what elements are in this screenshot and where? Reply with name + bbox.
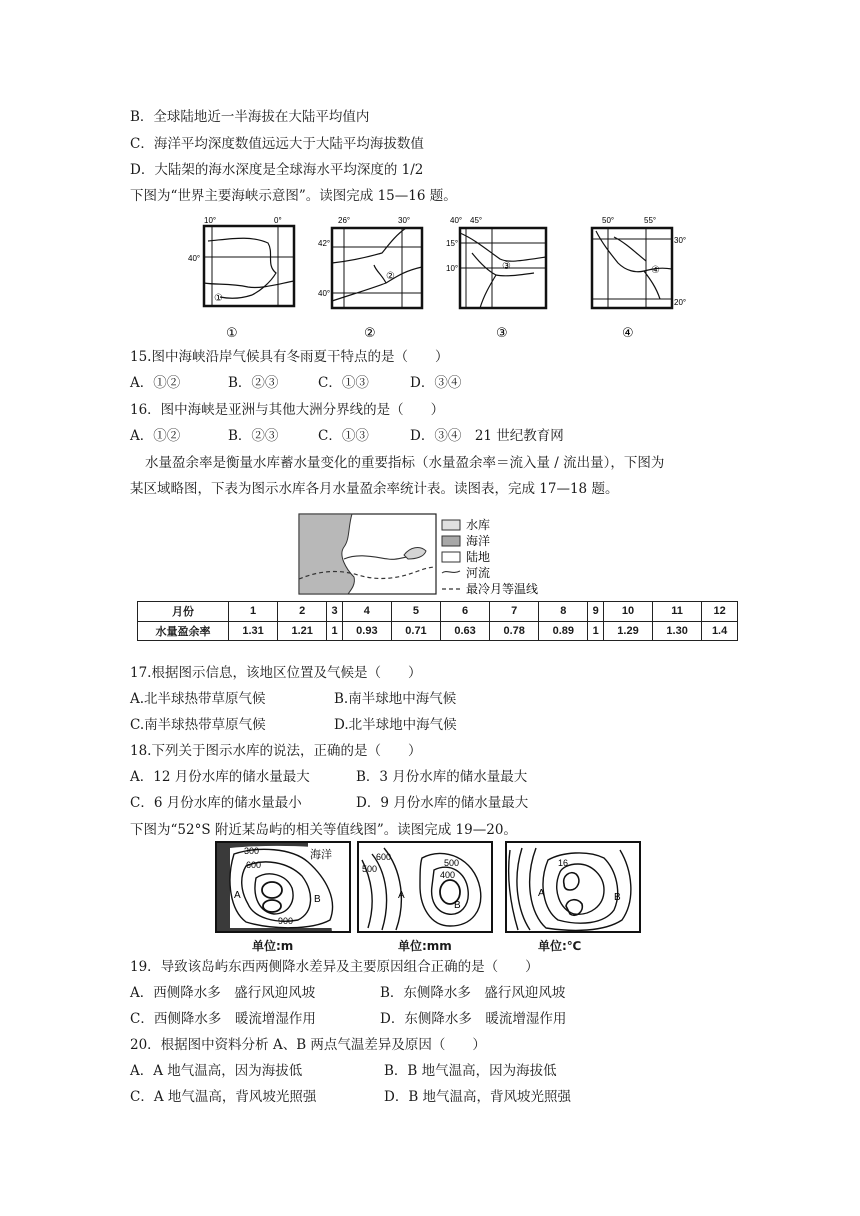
q20-option[interactable]: B．B 地气温高，因为海拔低 xyxy=(384,1063,557,1079)
legend-ocean: 海洋 xyxy=(466,534,491,548)
rate-cell: 1.31 xyxy=(229,621,278,641)
option-line: C．海洋平均深度数值远远大于大陆平均海拔数值 xyxy=(130,136,424,152)
question-15-stem: 15.图中海峡沿岸气候具有冬雨夏干特点的是（ ） xyxy=(130,349,449,365)
contour-label: 600 xyxy=(246,860,262,870)
q18-option[interactable]: C．6 月份水库的储水量最小 xyxy=(130,795,302,811)
unit-label-temp: 单位:℃ xyxy=(538,939,582,953)
rate-cell: 0.93 xyxy=(342,621,391,641)
temperature-map xyxy=(506,842,640,932)
strait-maps-figure xyxy=(190,213,710,343)
lon-label: 0° xyxy=(274,216,282,225)
point-a-label: A xyxy=(398,890,405,901)
month-cell: 6 xyxy=(441,602,490,622)
elevation-map xyxy=(216,842,350,932)
lat-label: 40° xyxy=(188,254,201,263)
strait-marker: ② xyxy=(386,271,395,282)
legend-reservoir: 水库 xyxy=(466,518,491,532)
q16-option[interactable]: C．①③ xyxy=(318,428,369,444)
q19-option[interactable]: C．西侧降水多 暖流增湿作用 xyxy=(130,1011,316,1027)
intro-17-18-line: 某区域略图，下表为图示水库各月水量盈余率统计表。读图表，完成 17—18 题。 xyxy=(130,481,619,497)
unit-label-precip: 单位:mm xyxy=(398,939,452,953)
month-cell: 7 xyxy=(490,602,539,622)
map-caption: ④ xyxy=(622,325,634,340)
table-row xyxy=(138,621,738,641)
q19-option[interactable]: D．东侧降水多 暖流增湿作用 xyxy=(380,1011,567,1027)
reservoir-area-map xyxy=(298,513,598,597)
lat-label: 15° xyxy=(446,239,459,248)
precipitation-map xyxy=(358,842,492,932)
month-cell: 9 xyxy=(588,602,604,622)
lat-label: 20° xyxy=(674,298,687,307)
month-cell: 2 xyxy=(278,602,327,622)
lat-label: 10° xyxy=(446,264,459,273)
rate-cell: 0.78 xyxy=(490,621,539,641)
q15-option[interactable]: D．③④ xyxy=(410,375,462,391)
isohyet-label: 500 xyxy=(362,864,378,874)
isohyet-label: 500 xyxy=(444,858,460,868)
strait-map-4 xyxy=(592,216,686,308)
q20-option[interactable]: D．B 地气温高，背风坡光照强 xyxy=(384,1089,572,1105)
intro-17-18-line: 水量盈余率是衡量水库蓄水量变化的重要指标（水量盈余率＝流入量 / 流出量），下图为 xyxy=(145,455,665,471)
rate-cell: 1 xyxy=(588,621,604,641)
question-19-stem: 19．导致该岛屿东西两侧降水差异及主要原因组合正确的是（ ） xyxy=(130,959,539,975)
q20-option[interactable]: A．A 地气温高，因为海拔低 xyxy=(130,1063,303,1079)
island-isoline-maps xyxy=(212,840,644,936)
strait-map-3 xyxy=(446,216,546,308)
lat-label: 42° xyxy=(318,239,331,248)
rate-cell: 1 xyxy=(327,621,343,641)
q15-option[interactable]: B．②③ xyxy=(228,375,279,391)
month-cell: 3 xyxy=(327,602,343,622)
isohyet-label: 400 xyxy=(440,870,456,880)
rate-cell: 0.63 xyxy=(441,621,490,641)
point-b-label: B xyxy=(454,900,461,911)
isohyet-label: 600 xyxy=(376,852,392,862)
rate-cell: 1.21 xyxy=(278,621,327,641)
q18-option[interactable]: D．9 月份水库的储水量最大 xyxy=(356,795,529,811)
lat-label: 30° xyxy=(674,236,687,245)
q17-option[interactable]: B.南半球地中海气候 xyxy=(334,691,457,707)
strait-map-2 xyxy=(318,216,422,308)
month-cell: 10 xyxy=(603,602,652,622)
lon-label: 50° xyxy=(602,216,615,225)
question-17-stem: 17.根据图示信息，该地区位置及气候是（ ） xyxy=(130,665,422,681)
rate-cell: 0.89 xyxy=(539,621,588,641)
legend-isotherm: 最冷月等温线 xyxy=(466,582,539,596)
point-a-label: A xyxy=(538,888,545,899)
q18-option[interactable]: A．12 月份水库的储水量最大 xyxy=(130,769,310,785)
q15-option[interactable]: A．①② xyxy=(130,375,181,391)
rate-cell: 0.71 xyxy=(391,621,440,641)
legend-land: 陆地 xyxy=(466,550,491,564)
q15-option[interactable]: C．①③ xyxy=(318,375,369,391)
lon-label: 40° xyxy=(450,216,463,225)
q19-option[interactable]: B．东侧降水多 盛行风迎风坡 xyxy=(380,985,566,1001)
water-surplus-table xyxy=(137,601,738,641)
map-caption: ② xyxy=(364,325,376,340)
row-label: 水量盈余率 xyxy=(138,621,229,641)
lon-label: 10° xyxy=(204,216,217,225)
strait-marker: ① xyxy=(214,293,223,304)
isotherm-label: 16 xyxy=(558,858,569,868)
q16-option[interactable]: B．②③ xyxy=(228,428,279,444)
q17-option[interactable]: D.北半球地中海气候 xyxy=(334,717,457,733)
question-16-stem: 16．图中海峡是亚洲与其他大洲分界线的是（ ） xyxy=(130,402,445,418)
lon-label: 55° xyxy=(644,216,657,225)
map-caption: ① xyxy=(226,325,238,340)
month-cell: 5 xyxy=(391,602,440,622)
option-line: D．大陆架的海水深度是全球海水平均深度的 1/2 xyxy=(130,162,424,178)
strait-map-1 xyxy=(188,216,294,306)
ocean-label: 海洋 xyxy=(310,849,332,861)
table-row xyxy=(138,602,738,622)
month-cell: 8 xyxy=(539,602,588,622)
strait-marker: ④ xyxy=(651,265,660,276)
point-a-label: A xyxy=(234,890,241,901)
q17-option[interactable]: C.南半球热带草原气候 xyxy=(130,717,266,733)
month-cell: 4 xyxy=(342,602,391,622)
contour-label: 900 xyxy=(278,916,294,926)
q19-option[interactable]: A．西侧降水多 盛行风迎风坡 xyxy=(130,985,316,1001)
q16-option[interactable]: D．③④ 21 世纪教育网 xyxy=(410,428,564,444)
q18-option[interactable]: B．3 月份水库的储水量最大 xyxy=(356,769,528,785)
rate-cell: 1.30 xyxy=(653,621,702,641)
legend-river: 河流 xyxy=(466,566,491,580)
lat-label: 40° xyxy=(318,289,331,298)
month-cell: 1 xyxy=(229,602,278,622)
intro-15-16: 下图为“世界主要海峡示意图”。读图完成 15—16 题。 xyxy=(130,188,457,204)
unit-label-elevation: 单位:m xyxy=(252,939,294,953)
option-line: B．全球陆地近一半海拔在大陆平均值内 xyxy=(130,109,370,125)
contour-label: 300 xyxy=(244,846,260,856)
question-18-stem: 18.下列关于图示水库的说法，正确的是（ ） xyxy=(130,743,422,759)
lon-label: 26° xyxy=(338,216,351,225)
strait-marker: ③ xyxy=(502,261,511,272)
map-caption: ③ xyxy=(496,325,508,340)
point-b-label: B xyxy=(314,894,321,905)
intro-19-20: 下图为“52°S 附近某岛屿的相关等值线图”。读图完成 19—20。 xyxy=(130,822,517,838)
lon-label: 30° xyxy=(398,216,411,225)
row-label: 月份 xyxy=(138,602,229,622)
month-cell: 12 xyxy=(702,602,738,622)
question-20-stem: 20．根据图中资料分析 A、B 两点气温差异及原因（ ） xyxy=(130,1037,486,1053)
q16-option[interactable]: A．①② xyxy=(130,428,181,444)
rate-cell: 1.29 xyxy=(603,621,652,641)
lon-label: 45° xyxy=(470,216,483,225)
q20-option[interactable]: C．A 地气温高，背风坡光照强 xyxy=(130,1089,317,1105)
rate-cell: 1.4 xyxy=(702,621,738,641)
month-cell: 11 xyxy=(653,602,702,622)
q17-option[interactable]: A.北半球热带草原气候 xyxy=(130,691,266,707)
point-b-label: B xyxy=(614,892,621,903)
